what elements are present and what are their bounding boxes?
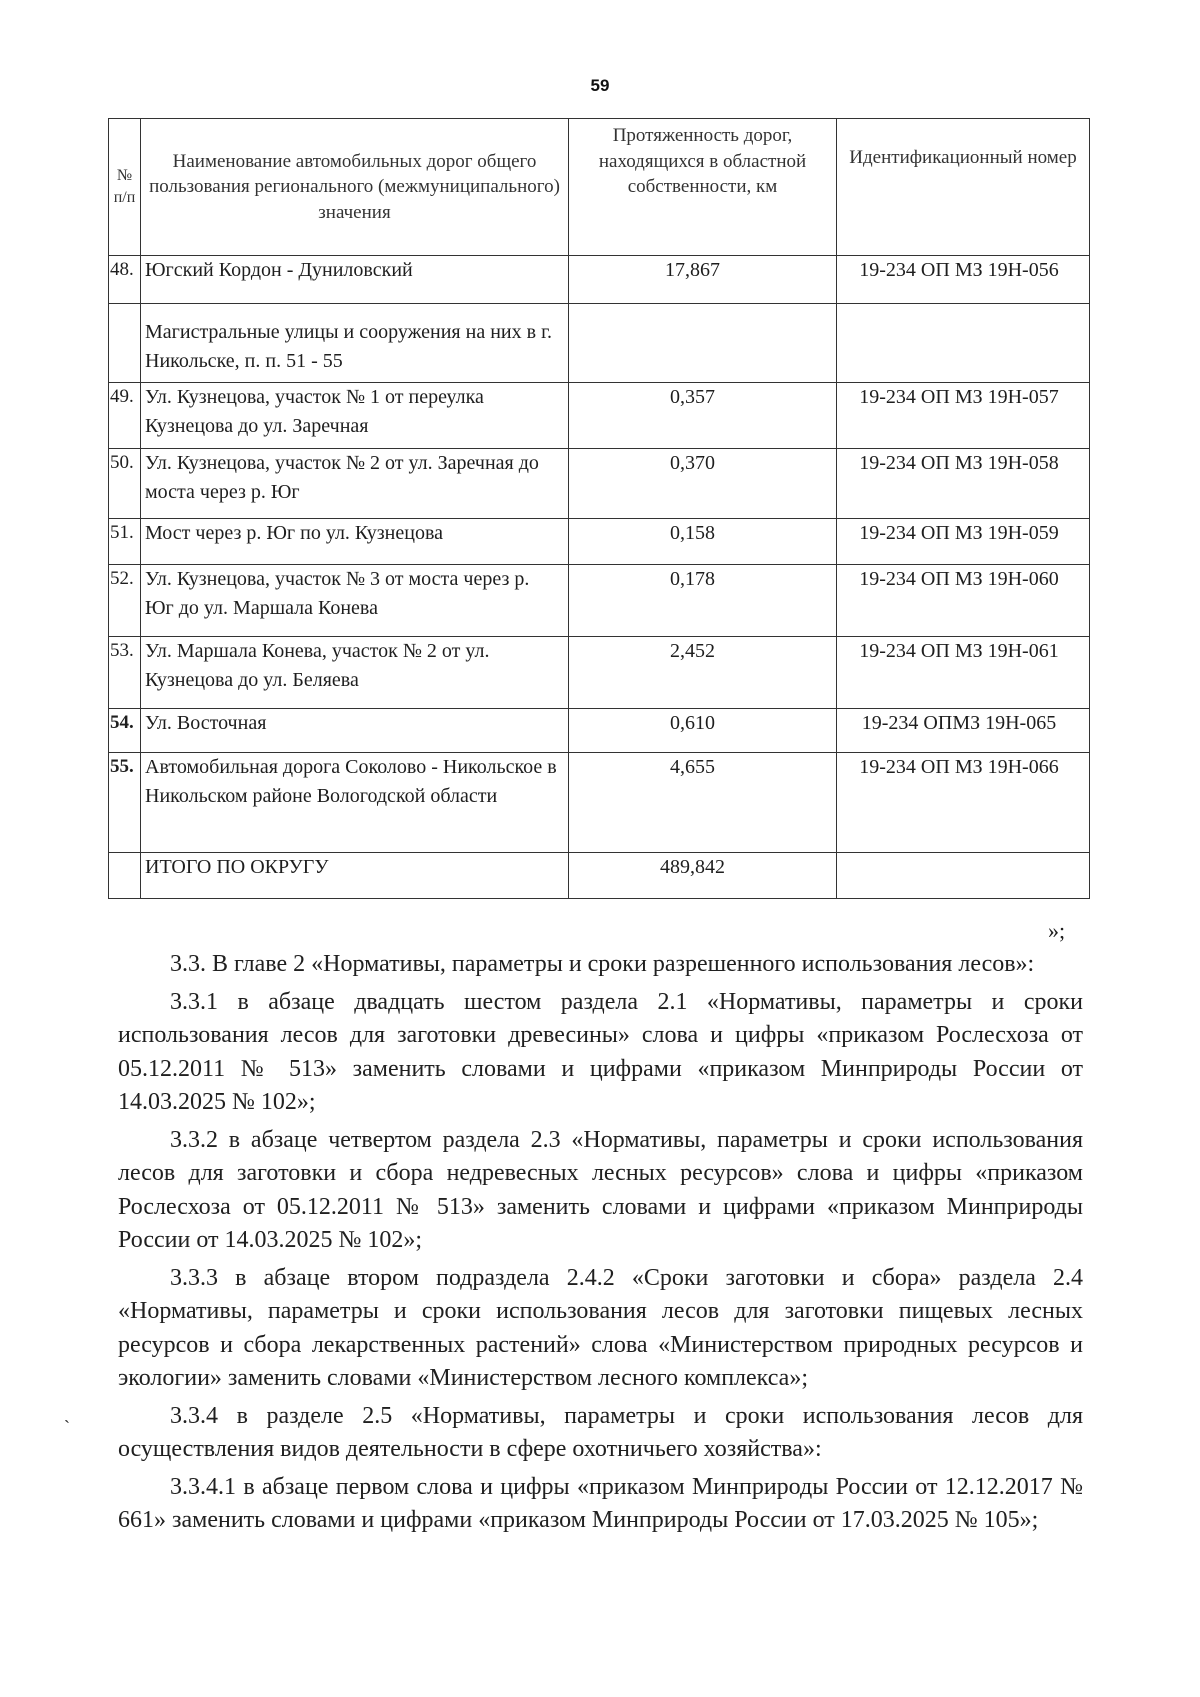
row-name: Автомобильная дорога Соколово - Никольское в Никольском районе Вологодской области — [141, 753, 569, 853]
table-row — [109, 519, 1090, 565]
row-name: Ул. Маршала Конева, участок № 2 от ул. Кузнецова до ул. Беляева — [141, 637, 569, 709]
table-row — [109, 565, 1090, 637]
row-length: 0,158 — [569, 519, 837, 565]
row-id — [837, 304, 1090, 383]
roads-table — [108, 118, 1090, 899]
row-id: 19-234 ОП МЗ 19Н-056 — [837, 256, 1090, 304]
row-length: 0,178 — [569, 565, 837, 637]
header-name: Наименование автомобильных дорог общего пользования регионального (межмуниципального) значения — [141, 119, 569, 256]
table-row — [109, 753, 1090, 853]
table-row — [109, 256, 1090, 304]
row-length: 4,655 — [569, 753, 837, 853]
row-id: 19-234 ОП МЗ 19Н-060 — [837, 565, 1090, 637]
header-num: № п/п — [109, 119, 141, 256]
row-name: Ул. Кузнецова, участок № 1 от переулка Кузнецова до ул. Заречная — [141, 383, 569, 449]
paragraph: 3.3.2 в абзаце четвертом раздела 2.3 «Нормативы, параметры и сроки использования лесов для заготовки и сбора недревесных лесных ресурсов» слова и цифры «приказом Рослесхоза от 05.12.2011 № 513» заменить словами и цифрами «приказом Минприроды России от 14.03.2025 № 102»; — [118, 1126, 1083, 1253]
table-row-total — [109, 853, 1090, 899]
paragraph: 3.3.4 в разделе 2.5 «Нормативы, параметры и сроки использования лесов для осуществления видов деятельности в сфере охотничьего хозяйства»: — [118, 1402, 1083, 1462]
table-row — [109, 304, 1090, 383]
row-name: Ул. Кузнецова, участок № 2 от ул. Заречная до моста через р. Юг — [141, 449, 569, 519]
row-num: 55. — [109, 753, 141, 853]
row-num — [109, 304, 141, 383]
row-num: 49. — [109, 383, 141, 449]
row-num: 54. — [109, 709, 141, 753]
closing-quote: »; — [1048, 918, 1066, 943]
row-length: 2,452 — [569, 637, 837, 709]
table-row — [109, 449, 1090, 519]
row-name: Мост через р. Юг по ул. Кузнецова — [141, 519, 569, 565]
row-length: 0,370 — [569, 449, 837, 519]
row-id: 19-234 ОП МЗ 19Н-059 — [837, 519, 1090, 565]
row-length: 0,610 — [569, 709, 837, 753]
page-number: 59 — [590, 76, 610, 95]
row-name: Югский Кордон - Дуниловский — [141, 256, 569, 304]
row-length — [569, 304, 837, 383]
row-name: Ул. Восточная — [141, 709, 569, 753]
row-id — [837, 853, 1090, 899]
row-num: 50. — [109, 449, 141, 519]
row-num — [109, 853, 141, 899]
row-name: Ул. Кузнецова, участок № 3 от моста через р. Юг до ул. Маршала Конева — [141, 565, 569, 637]
paragraph: 3.3.4.1 в абзаце первом слова и цифры «приказом Минприроды России от 12.12.2017 № 661» заменить словами и цифрами «приказом Минприроды России от 17.03.2025 № 105»; — [118, 1473, 1083, 1533]
row-id: 19-234 ОП МЗ 19Н-057 — [837, 383, 1090, 449]
row-length: 489,842 — [569, 853, 837, 899]
amendment-text — [118, 948, 1083, 1542]
paragraph: 3.3. В главе 2 «Нормативы, параметры и сроки разрешенного использования лесов»: — [170, 951, 1035, 977]
row-num: 52. — [109, 565, 141, 637]
row-num: 48. — [109, 256, 141, 304]
row-id: 19-234 ОПМЗ 19Н-065 — [837, 709, 1090, 753]
table-header-row — [109, 119, 1090, 256]
paragraph: 3.3.3 в абзаце втором подраздела 2.4.2 «Сроки заготовки и сбора» раздела 2.4 «Нормативы, параметры и сроки использования лесов для заготовки пищевых лесных ресурсов и сбора лекарственных растений» слова «Министерством природных ресурсов и экологии» заменить словами «Министерством лесного комплекса»; — [118, 1264, 1083, 1391]
row-id: 19-234 ОП МЗ 19Н-058 — [837, 449, 1090, 519]
row-name: Магистральные улицы и сооружения на них в г. Никольске, п. п. 51 - 55 — [141, 304, 569, 383]
table-row — [109, 383, 1090, 449]
row-length: 0,357 — [569, 383, 837, 449]
row-id: 19-234 ОП МЗ 19Н-061 — [837, 637, 1090, 709]
row-name: ИТОГО ПО ОКРУГУ — [141, 853, 569, 899]
row-num: 53. — [109, 637, 141, 709]
header-id: Идентификационный номер — [837, 119, 1090, 256]
table-row — [109, 637, 1090, 709]
row-num: 51. — [109, 519, 141, 565]
row-length: 17,867 — [569, 256, 837, 304]
margin-mark: ˋ — [64, 1417, 70, 1437]
table-row — [109, 709, 1090, 753]
paragraph: 3.3.1 в абзаце двадцать шестом раздела 2.1 «Нормативы, параметры и сроки использования лесов для заготовки древесины» слова и цифры «приказом Рослесхоза от 05.12.2011 № 513» заменить словами и цифрами «приказом Минприроды России от 14.03.2025 № 102»; — [118, 988, 1083, 1115]
header-length: Протяженность дорог, находящихся в областной собственности, км — [569, 119, 837, 256]
row-id: 19-234 ОП МЗ 19Н-066 — [837, 753, 1090, 853]
